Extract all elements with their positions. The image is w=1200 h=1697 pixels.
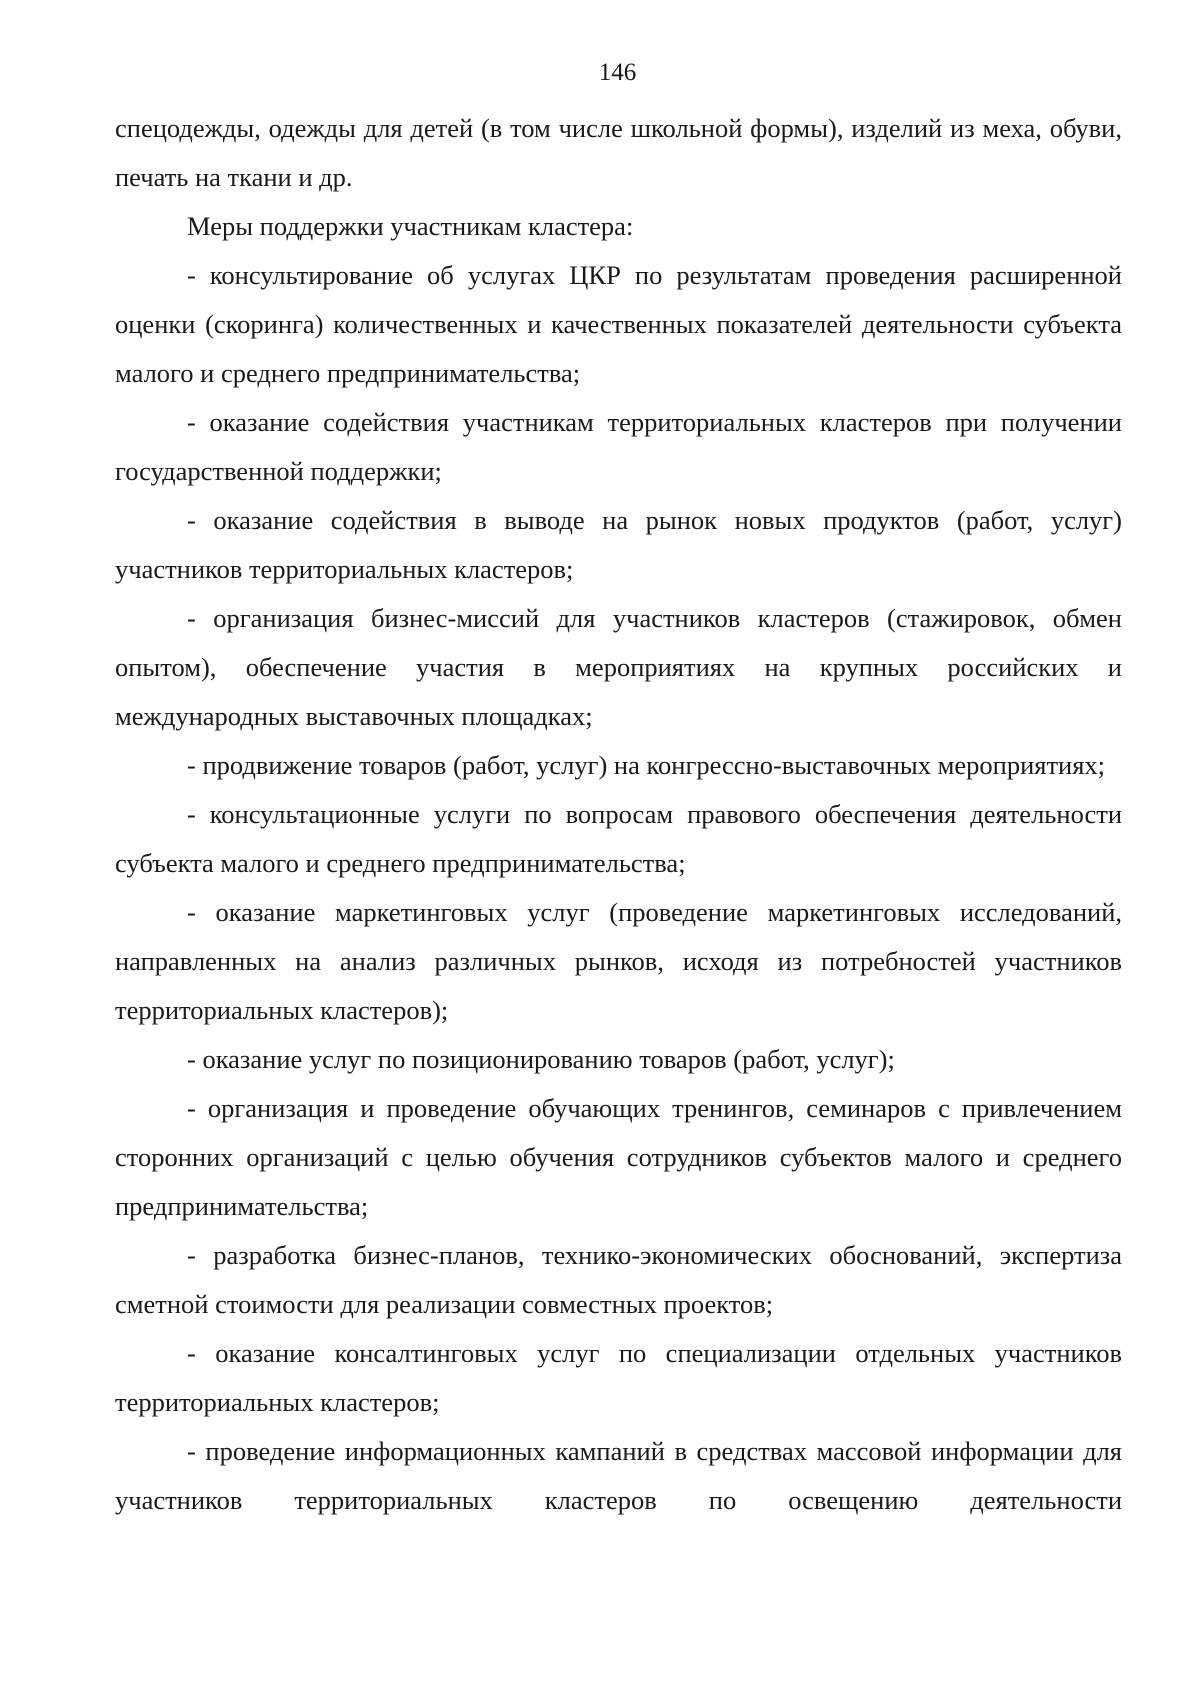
list-item-market-entry-assistance: - оказание содействия в выводе на рынок новых продуктов (работ, услуг) участников территориальных кластеров;: [115, 505, 1122, 584]
list-item-consulting-ckr: - консультирование об услугах ЦКР по результатам проведения расширенной оценки (скоринга) количественных и качественных показателей деятельности субъекта малого и среднего предпринимательства;: [115, 260, 1122, 388]
list-item-state-support-assistance: - оказание содействия участникам территориальных кластеров при получении государственной поддержки;: [115, 407, 1122, 486]
list-item-specialization-consulting: - оказание консалтинговых услуг по специализации отдельных участников территориальных кластеров;: [115, 1338, 1122, 1417]
list-item-trainings-seminars: - организация и проведение обучающих тренингов, семинаров с привлечением сторонних организаций с целью обучения сотрудников субъектов малого и среднего предпринимательства;: [115, 1093, 1122, 1221]
list-item-positioning-services: - оказание услуг по позиционированию товаров (работ, услуг);: [187, 1044, 895, 1074]
page-number: 146: [598, 59, 637, 86]
paragraph-continuation: спецодежды, одежды для детей (в том числе школьной формы), изделий из меха, обуви, печать на ткани и др.: [115, 113, 1122, 192]
list-item-marketing-services: - оказание маркетинговых услуг (проведение маркетинговых исследований, направленных на анализ различных рынков, исходя из потребностей участников территориальных кластеров);: [115, 897, 1122, 1025]
list-item-media-campaigns: - проведение информационных кампаний в средствах массовой информации для участников территориальных кластеров по освещению деятельности: [115, 1436, 1122, 1515]
list-item-legal-consulting: - консультационные услуги по вопросам правового обеспечения деятельности субъекта малого и среднего предпринимательства;: [115, 799, 1122, 878]
list-item-exhibition-promotion: - продвижение товаров (работ, услуг) на конгрессно-выставочных мероприятиях;: [187, 750, 1106, 780]
document-body: [115, 104, 1122, 1525]
paragraph-support-measures-heading: Меры поддержки участникам кластера:: [187, 211, 634, 241]
list-item-business-plans: - разработка бизнес-планов, технико-экономических обоснований, экспертиза сметной стоимости для реализации совместных проектов;: [115, 1240, 1122, 1319]
list-item-business-missions: - организация бизнес-миссий для участников кластеров (стажировок, обмен опытом), обеспечение участия в мероприятиях на крупных российских и международных выставочных площадках;: [115, 603, 1122, 731]
